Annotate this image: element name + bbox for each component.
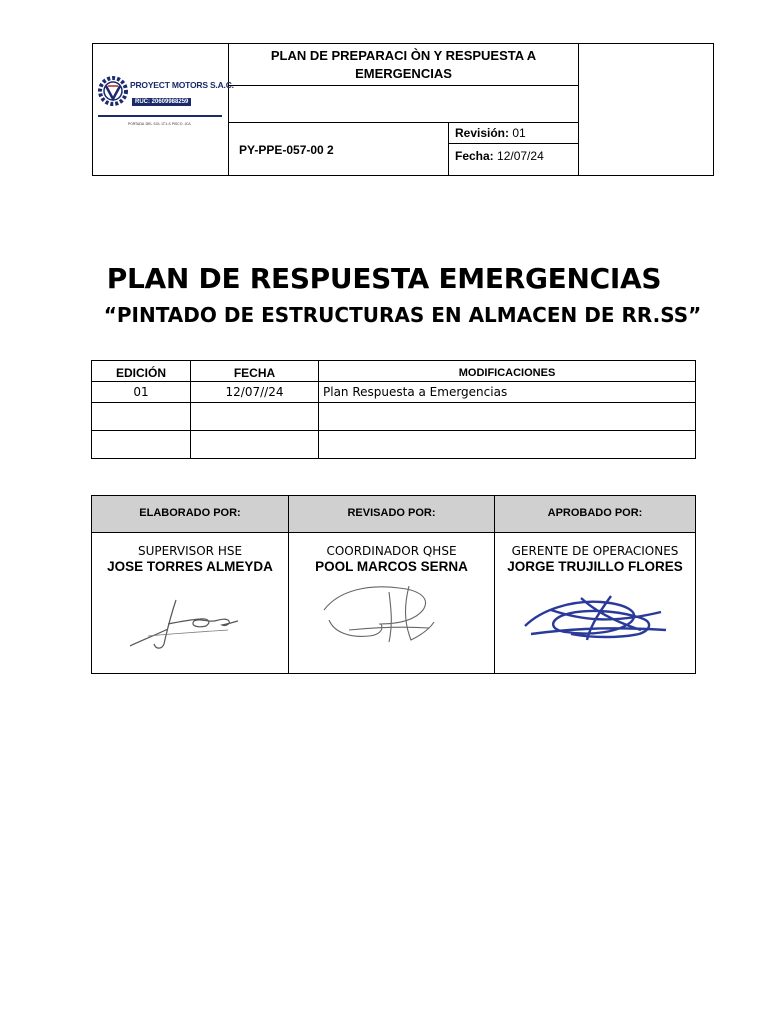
date-cell	[191, 431, 319, 459]
header-title-line1: PLAN DE PREPARACI ÒN Y RESPUESTA A	[270, 48, 537, 63]
approval-role: GERENTE DE OPERACIONES	[511, 544, 679, 558]
table-row	[92, 431, 696, 459]
document-title	[0, 262, 768, 295]
date-cell	[191, 403, 319, 431]
logo-company-name: PROYECT MOTORS S.A.C.	[130, 80, 234, 90]
approval-heading: ELABORADO POR:	[92, 496, 288, 533]
document-title-text: PLAN DE RESPUESTA EMERGENCIAS	[106, 262, 662, 295]
approvals-table	[91, 495, 696, 674]
logo-address: PORTADA DEL SOL LT1-S PISCO -ICA	[128, 122, 191, 126]
document-code: PY-PPE-057-00 2	[229, 123, 449, 175]
modification-cell	[319, 431, 696, 459]
company-logo	[98, 72, 234, 128]
header-blank-cell	[229, 86, 578, 123]
revision-label: Revisión:	[455, 126, 510, 140]
edition-cell	[92, 403, 191, 431]
logo-ruc: RUC: 20609988259	[132, 98, 191, 106]
approval-name: POOL MARCOS SERNA	[315, 559, 468, 574]
revision-field	[449, 123, 578, 144]
edition-header: EDICIÓN	[92, 361, 191, 382]
approval-role: COORDINADOR QHSE	[326, 544, 457, 558]
table-row	[92, 382, 696, 403]
modification-cell	[319, 403, 696, 431]
approval-column-approved	[495, 496, 695, 673]
document-header	[92, 43, 714, 176]
date-header: FECHA	[191, 361, 319, 382]
date-cell: 12/07//24	[191, 382, 319, 403]
header-right-cell	[578, 44, 713, 175]
date-value: 12/07/24	[497, 149, 544, 163]
logo-cell	[93, 44, 234, 175]
signature-image	[521, 590, 671, 646]
document-subtitle: “PINTADO DE ESTRUCTURAS EN ALMACEN DE RR.SS”	[103, 303, 702, 327]
modification-cell: Plan Respuesta a Emergencias	[319, 382, 696, 403]
logo-divider	[98, 115, 222, 117]
approval-column-prepared	[92, 496, 289, 673]
approval-role: SUPERVISOR HSE	[137, 544, 243, 558]
approval-heading: REVISADO POR:	[289, 496, 494, 533]
edition-cell	[92, 431, 191, 459]
modifications-header: MODIFICACIONES	[319, 361, 696, 382]
edition-cell: 01	[92, 382, 191, 403]
approval-name: JORGE TRUJILLO FLORES	[507, 559, 683, 574]
editions-table	[91, 360, 696, 459]
date-field	[449, 144, 578, 175]
signature-image	[319, 580, 444, 646]
gear-icon	[98, 72, 128, 110]
date-label: Fecha:	[455, 149, 494, 163]
header-title	[229, 44, 578, 86]
signature-image	[128, 594, 243, 654]
editions-header-row	[92, 361, 696, 382]
table-row	[92, 403, 696, 431]
approval-name: JOSE TORRES ALMEYDA	[107, 559, 273, 574]
approval-heading: APROBADO POR:	[495, 496, 695, 533]
approval-column-reviewed	[289, 496, 495, 673]
header-title-line2: EMERGENCIAS	[355, 66, 452, 81]
revision-value: 01	[512, 126, 526, 140]
